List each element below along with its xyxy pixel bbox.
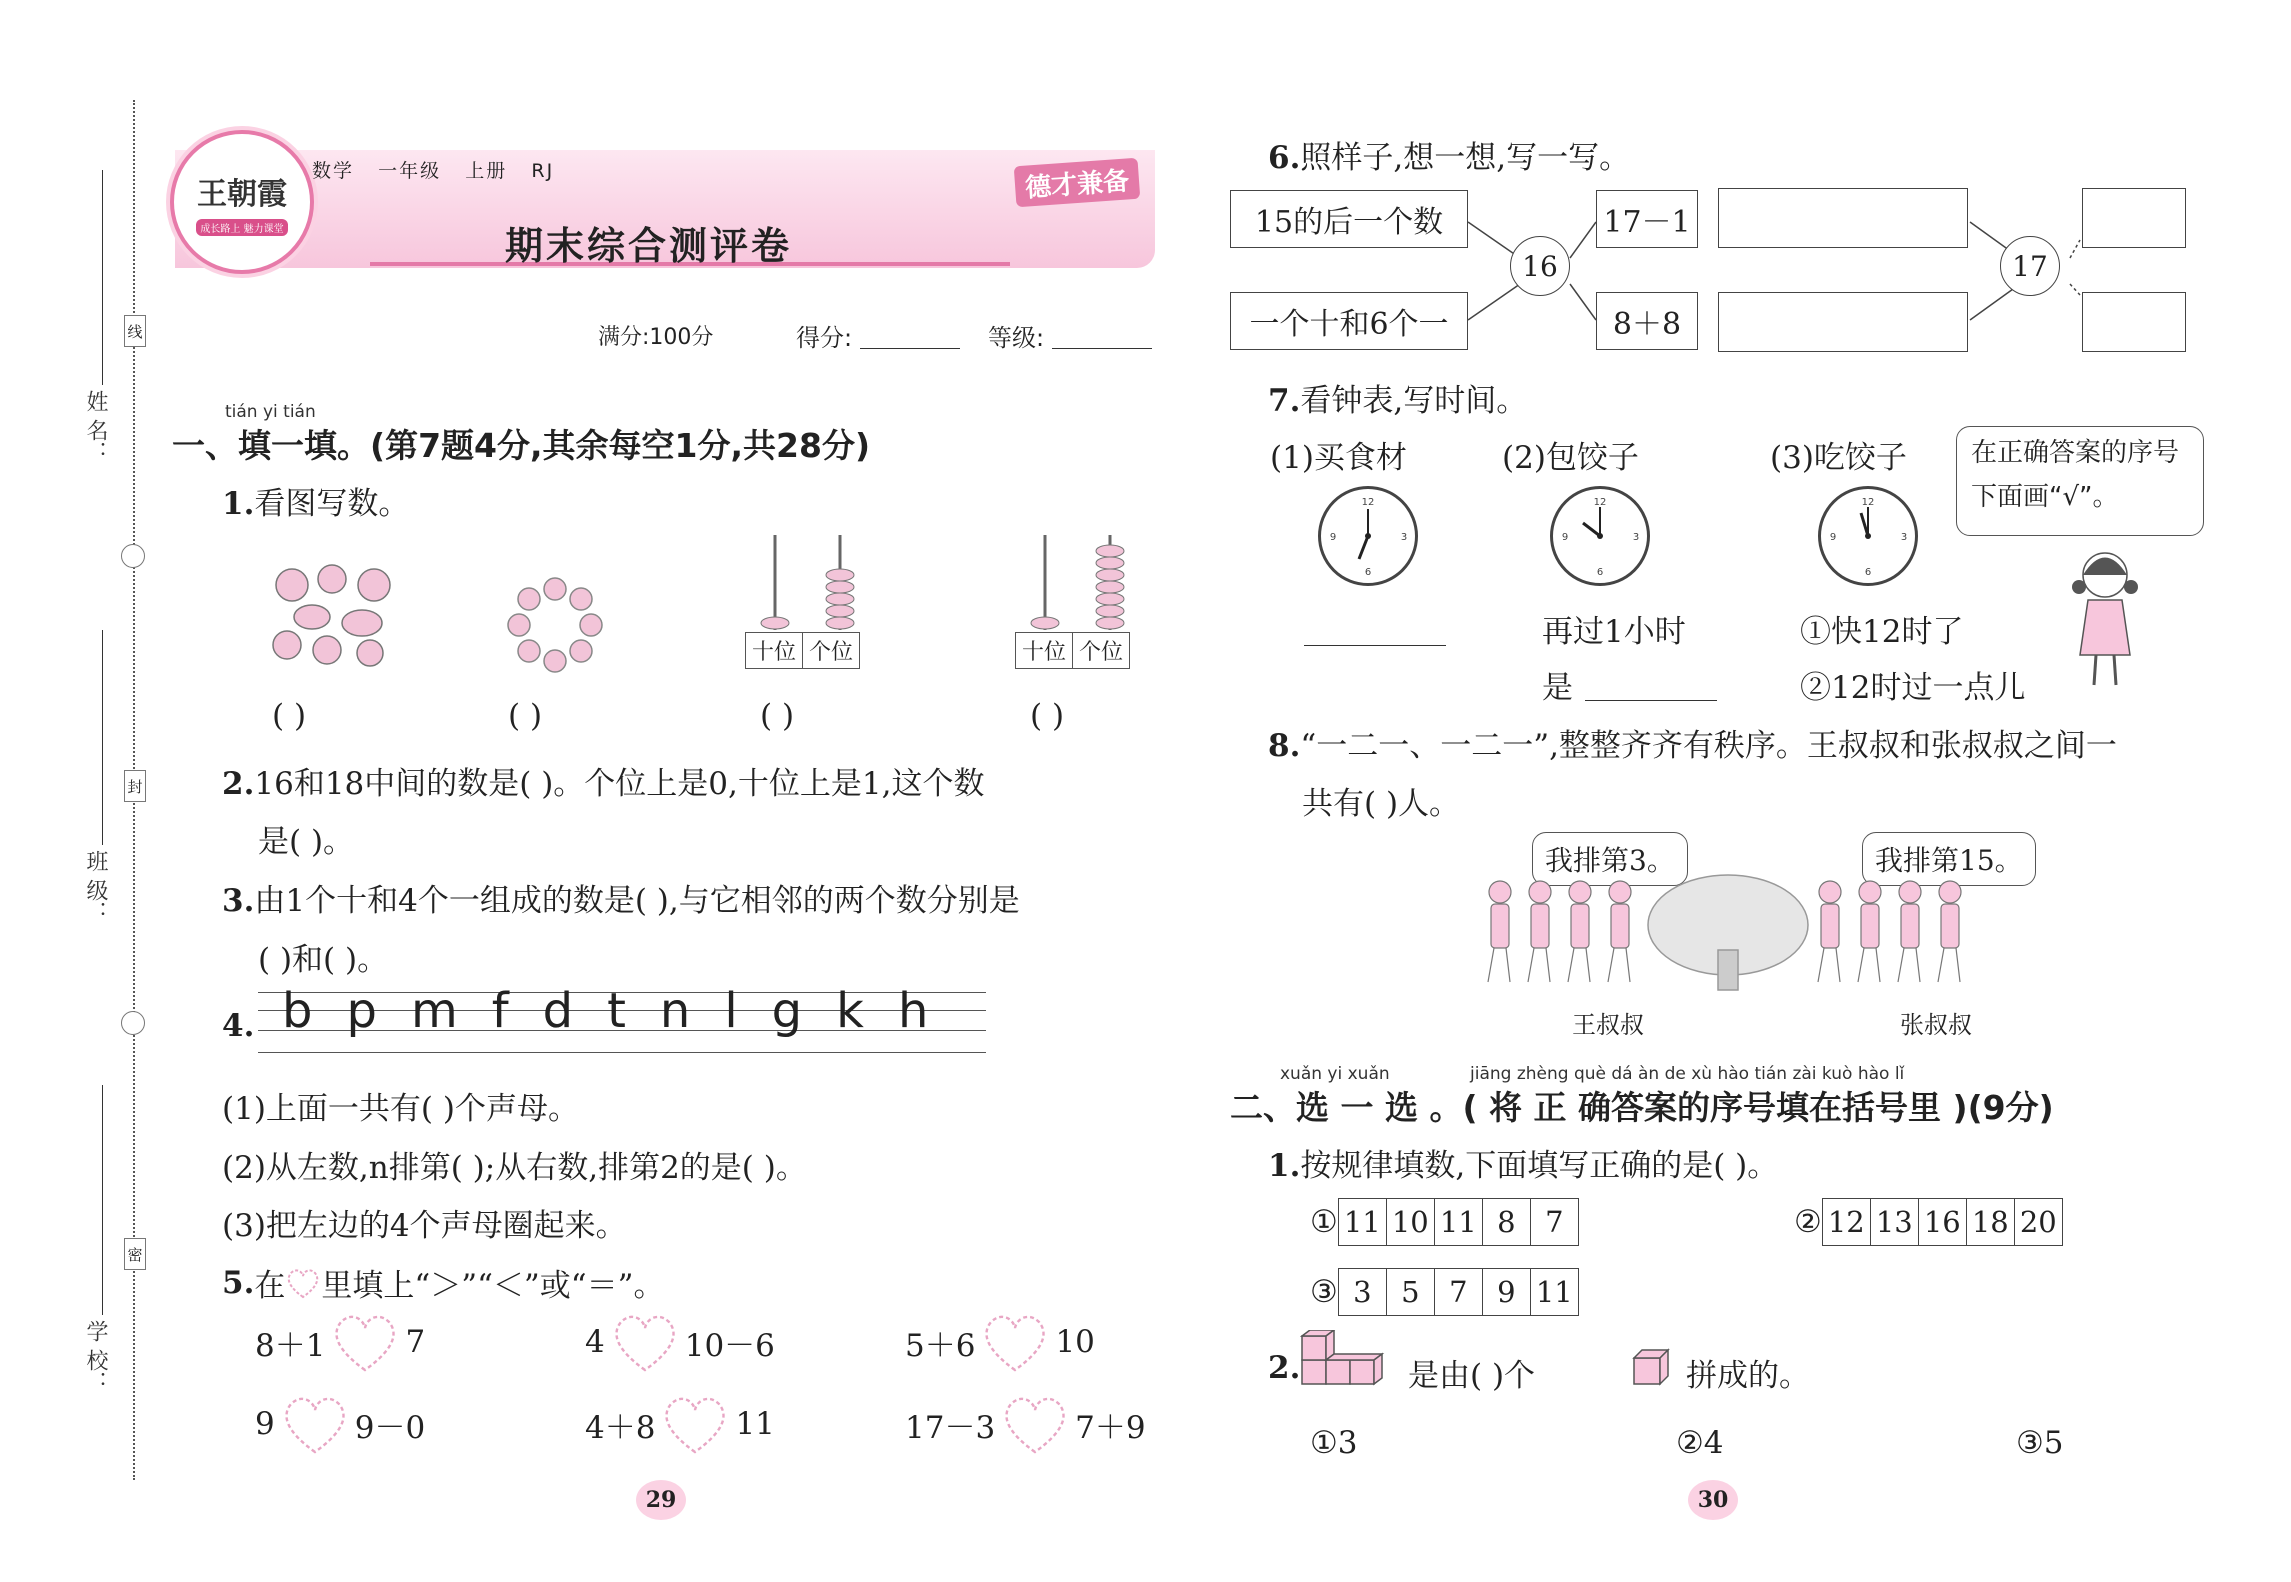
- option-marker-3: ③: [1310, 1274, 1338, 1310]
- q7-clock1-caption: (1)买食材: [1270, 440, 1407, 476]
- q8-bubble-1: 我排第3。: [1532, 832, 1688, 886]
- q5-item-6: [905, 1392, 1146, 1456]
- candy-2: [318, 565, 346, 593]
- q1-label: 1.: [222, 486, 255, 522]
- score-label: 得分:: [796, 324, 853, 352]
- name-blank[interactable]: [102, 170, 103, 385]
- candy-picture: [262, 555, 412, 670]
- q7-hint-text: 在正确答案的序号下面画“√”。: [1971, 438, 2180, 512]
- q7-clock2-caption: (2)包饺子: [1502, 440, 1639, 476]
- q5-left-1: 8＋1: [255, 1327, 326, 1364]
- q4-sub3: (3)把左边的4个声母圈起来。: [222, 1208, 627, 1244]
- q8-bubble-2: 我排第15。: [1862, 832, 2036, 886]
- q5-left-5: 4＋8: [585, 1409, 656, 1446]
- q5-right-5: 11: [735, 1406, 775, 1442]
- s2-q1-prompt: [1268, 1140, 1778, 1185]
- grade-label: 等级:: [988, 324, 1045, 352]
- letter-n: n: [659, 983, 691, 1039]
- q5-left-4: 9: [255, 1406, 275, 1442]
- heart-answer-4[interactable]: [279, 1392, 351, 1456]
- section1-title: 一、填一填。(第7题4分,其余每空1分,共28分): [172, 426, 871, 465]
- subject: 数学: [312, 160, 355, 182]
- q7-after-text: 再过1小时: [1542, 614, 1686, 650]
- num-cell: 7: [1531, 1199, 1579, 1245]
- q6-right-a: 17－1: [1596, 190, 1698, 248]
- brand-tag: 成长路上 魅力课堂: [196, 219, 287, 236]
- q7-text: 看钟表,写时间。: [1300, 383, 1528, 419]
- num-cell: 7: [1435, 1269, 1483, 1315]
- brand-name: 王朝霞: [197, 176, 287, 212]
- svg-text:12: 12: [1361, 497, 1375, 508]
- score-blank[interactable]: [860, 348, 960, 349]
- heart-answer-6[interactable]: [999, 1392, 1071, 1456]
- svg-text:9: 9: [1829, 532, 1837, 543]
- section2-title: 二、选 一 选 。( 将 正 确答案的序号填在括号里 )(9分): [1230, 1088, 2054, 1127]
- ones-label: 个位: [1079, 640, 1124, 665]
- q1-answer-1[interactable]: ( ): [272, 698, 307, 734]
- q5-text-post: 里填上“＞”“＜”或“＝”。: [321, 1268, 665, 1304]
- heart-answer-1[interactable]: [329, 1310, 401, 1374]
- soldier: [1858, 881, 1881, 982]
- s2-q2-option-1[interactable]: ①3: [1310, 1425, 1358, 1461]
- svg-text:3: 3: [1900, 532, 1908, 543]
- q5-left-2: 4: [585, 1324, 605, 1360]
- q2-label: 2.: [222, 766, 255, 802]
- s2-q2-text-b: 拼成的。: [1686, 1358, 1810, 1394]
- q7-answer-1[interactable]: [1304, 645, 1446, 646]
- q3-text-1: 由1个十和4个一组成的数是( ),与它相邻的两个数分别是: [254, 883, 1020, 919]
- q2-text-1: 16和18中间的数是( )。个位上是0,十位上是1,这个数: [254, 766, 985, 802]
- q6-blank-right-b[interactable]: [2082, 292, 2186, 352]
- num-cell: 11: [1531, 1269, 1579, 1315]
- letter-h: h: [897, 983, 929, 1039]
- section1-pinyin: tián yi tián: [225, 402, 316, 422]
- letter-m: m: [410, 983, 458, 1039]
- full-score: 满分:100分: [598, 325, 714, 350]
- q5-left-3: 5＋6: [905, 1327, 976, 1364]
- letter-d: d: [542, 983, 574, 1039]
- q1-text: [222, 478, 409, 523]
- q6-blank-left-a[interactable]: [1718, 188, 1968, 248]
- num-cell: 8: [1483, 1199, 1531, 1245]
- s2-q2-option-2[interactable]: ②4: [1676, 1425, 1724, 1461]
- q5-right-4: 9－0: [354, 1409, 426, 1446]
- q7-hint-bubble: [1956, 426, 2204, 536]
- q2-line2: 是( )。: [258, 824, 355, 860]
- heart-answer-5[interactable]: [659, 1392, 731, 1456]
- q6-right-b: 8＋8: [1596, 292, 1698, 350]
- q5-right-2: 10－6: [684, 1327, 775, 1364]
- letter-g: g: [771, 983, 803, 1039]
- s2-q1-label: 1.: [1268, 1148, 1301, 1184]
- svg-text:6: 6: [1364, 567, 1372, 578]
- abacus-1: [740, 535, 870, 635]
- candy-1: [276, 569, 308, 601]
- svg-text:9: 9: [1329, 532, 1337, 543]
- q1-answer-2[interactable]: ( ): [508, 698, 543, 734]
- soldier: [1568, 881, 1591, 982]
- term: 上册: [465, 160, 508, 182]
- num-cell: 11: [1339, 1199, 1387, 1245]
- number-row-1: [1338, 1198, 1579, 1246]
- q8-name-zhang: 张叔叔: [1900, 1011, 1972, 1039]
- letter-l: l: [724, 983, 738, 1039]
- svg-text:3: 3: [1400, 532, 1408, 543]
- candy-7: [313, 636, 341, 664]
- clock-3: [1818, 486, 1918, 586]
- s2-q1-option-2[interactable]: [1794, 1198, 2063, 1246]
- q4-label: 4.: [222, 1008, 255, 1044]
- svg-text:12: 12: [1861, 497, 1875, 508]
- q5-item-4: [255, 1392, 425, 1456]
- q5-item-2: [585, 1310, 775, 1374]
- svg-text:6: 6: [1864, 567, 1872, 578]
- q5-right-6: 7＋9: [1075, 1409, 1146, 1446]
- q6-left-a: 15的后一个数: [1230, 190, 1468, 248]
- badge: 德才兼备: [1014, 158, 1141, 208]
- class-blank[interactable]: [102, 630, 103, 845]
- num-cell: 20: [2015, 1199, 2063, 1245]
- soldier: [1898, 881, 1921, 982]
- tree-icon: [1648, 875, 1808, 990]
- num-cell: 9: [1483, 1269, 1531, 1315]
- q7-prompt: [1268, 375, 1527, 420]
- q6-center-17: 17: [2000, 236, 2060, 296]
- num-cell: 5: [1387, 1269, 1435, 1315]
- s2-q1-text: 按规律填数,下面填写正确的是( )。: [1300, 1148, 1779, 1184]
- q1-answer-3[interactable]: ( ): [760, 698, 795, 734]
- q7-answer-2[interactable]: [1585, 700, 1717, 701]
- binding-hole-1: [121, 544, 145, 568]
- q5-item-3: [905, 1310, 1095, 1374]
- section2-pinyin-2: jiāng zhèng què dá àn de xù hào tián zài kuò hào lǐ: [1470, 1064, 1905, 1084]
- num-cell: 18: [1967, 1199, 2015, 1245]
- soldier: [1938, 881, 1961, 982]
- num-cell: 10: [1387, 1199, 1435, 1245]
- q7-after-is: 是: [1542, 670, 1573, 706]
- letter-p: p: [346, 983, 377, 1039]
- section2-pinyin-1: xuǎn yi xuǎn: [1280, 1064, 1390, 1084]
- q6-blank-right-a[interactable]: [2082, 188, 2186, 248]
- number-row-3: [1338, 1268, 1579, 1316]
- clock-1: [1318, 486, 1418, 586]
- binding-hole-2: [121, 1011, 145, 1035]
- candy-6: [273, 631, 301, 659]
- abacus-2-base: [1015, 632, 1130, 669]
- q6-center-16: 16: [1510, 236, 1570, 296]
- q7-option-1[interactable]: ①快12时了: [1800, 614, 1964, 650]
- q6-prompt: [1268, 132, 1630, 177]
- q6-blank-left-b[interactable]: [1718, 292, 1968, 352]
- q1-prompt: 看图写数。: [254, 486, 410, 522]
- letter-row: [282, 983, 928, 1039]
- svg-text:6: 6: [1596, 567, 1604, 578]
- edition: RJ: [531, 160, 555, 182]
- candy-4: [294, 605, 330, 629]
- q5-left-6: 17－3: [905, 1409, 996, 1446]
- q8-label: 8.: [1268, 728, 1301, 764]
- q5-prompt: [222, 1260, 664, 1305]
- q4-sub2: (2)从左数,n排第( );从右数,排第2的是( )。: [222, 1150, 807, 1186]
- s2-q2-option-3[interactable]: ③5: [2016, 1425, 2064, 1461]
- svg-text:12: 12: [1593, 497, 1607, 508]
- s2-q2-text-a: 是由( )个: [1408, 1358, 1536, 1394]
- q1-answer-4[interactable]: ( ): [1030, 698, 1065, 734]
- num-cell: 11: [1435, 1199, 1483, 1245]
- soldier: [1488, 881, 1511, 982]
- soldier: [1818, 881, 1841, 982]
- bead-ring-picture: [505, 575, 605, 675]
- q6-label: 6.: [1268, 140, 1301, 176]
- option-marker-2: ②: [1794, 1204, 1822, 1240]
- soldier: [1608, 881, 1631, 982]
- s2-q1-option-3[interactable]: [1310, 1268, 1579, 1316]
- num-cell: 3: [1339, 1269, 1387, 1315]
- q8-name-wang: 王叔叔: [1572, 1011, 1644, 1039]
- q3-line1: [222, 875, 1020, 920]
- cube-shape-icon: [1300, 1330, 1392, 1396]
- heart-answer-3[interactable]: [979, 1310, 1051, 1374]
- s2-q2-label: 2.: [1268, 1350, 1301, 1386]
- page-title: 期末综合测评卷: [505, 224, 793, 268]
- ones-label: 个位: [809, 640, 854, 665]
- q5-right-1: 7: [405, 1324, 426, 1360]
- letter-b: b: [282, 983, 313, 1039]
- q8-line2: 共有( )人。: [1302, 786, 1461, 822]
- svg-text:3: 3: [1632, 532, 1640, 543]
- svg-text:9: 9: [1561, 532, 1569, 543]
- q7-option-2[interactable]: ②12时过一点儿: [1800, 670, 2026, 706]
- letter-k: k: [836, 983, 864, 1039]
- marching-scene: [1478, 870, 1978, 1000]
- num-cell: 12: [1823, 1199, 1871, 1245]
- abacus-2: [1010, 535, 1140, 635]
- q5-label: 5.: [222, 1264, 255, 1301]
- q6-left-b: 一个十和6个一: [1230, 292, 1468, 350]
- small-cube-icon: [1632, 1348, 1670, 1386]
- seal-feng: 封: [124, 770, 146, 802]
- grade-blank[interactable]: [1052, 348, 1152, 349]
- q8-text-1: “一二一、一二一”,整整齐齐有秩序。王叔叔和张叔叔之间一: [1300, 728, 2117, 764]
- number-row-2: [1822, 1198, 2063, 1246]
- tens-label: 十位: [1016, 633, 1073, 668]
- q5-item-1: [255, 1310, 425, 1374]
- grade: 一年级: [378, 160, 442, 182]
- num-cell: 13: [1871, 1199, 1919, 1245]
- girl-illustration: [2060, 545, 2150, 695]
- page-number-left: 29: [636, 1480, 686, 1520]
- q3-label: 3.: [222, 883, 255, 919]
- name-label: 姓 名：: [83, 390, 108, 463]
- q3-line2: ( )和( )。: [258, 942, 389, 978]
- candy-5: [342, 610, 382, 636]
- heart-answer-2[interactable]: [609, 1310, 681, 1374]
- q8-line1: [1268, 720, 2117, 765]
- letter-t: t: [607, 983, 626, 1039]
- soldier: [1528, 881, 1551, 982]
- school-label: 学 校：: [83, 1320, 108, 1393]
- q7-label: 7.: [1268, 383, 1301, 419]
- q5-text-pre: 在: [254, 1268, 286, 1304]
- seal-xian: 线: [124, 315, 146, 347]
- num-cell: 16: [1919, 1199, 1967, 1245]
- q5-right-3: 10: [1055, 1324, 1095, 1360]
- option-marker-1: ①: [1310, 1204, 1338, 1240]
- brand-logo: [170, 130, 314, 274]
- tens-label: 十位: [746, 633, 803, 668]
- clock-2: [1550, 486, 1650, 586]
- candy-3: [358, 569, 390, 601]
- q6-text: 照样子,想一想,写一写。: [1300, 140, 1631, 176]
- heart-icon: [285, 1267, 321, 1299]
- q5-item-5: [585, 1392, 775, 1456]
- candy-8: [357, 640, 383, 666]
- school-blank[interactable]: [102, 1085, 103, 1315]
- letter-f: f: [491, 983, 509, 1039]
- q2-line1: [222, 758, 984, 803]
- subject-line: [312, 156, 554, 183]
- seal-mi: 密: [124, 1238, 146, 1270]
- page-number-right: 30: [1688, 1480, 1738, 1520]
- abacus-1-base: [745, 632, 860, 669]
- class-label: 班 级：: [83, 850, 108, 923]
- q7-clock3-caption: (3)吃饺子: [1770, 440, 1907, 476]
- q4-sub1: (1)上面一共有( )个声母。: [222, 1091, 579, 1127]
- s2-q1-option-1[interactable]: [1310, 1198, 1579, 1246]
